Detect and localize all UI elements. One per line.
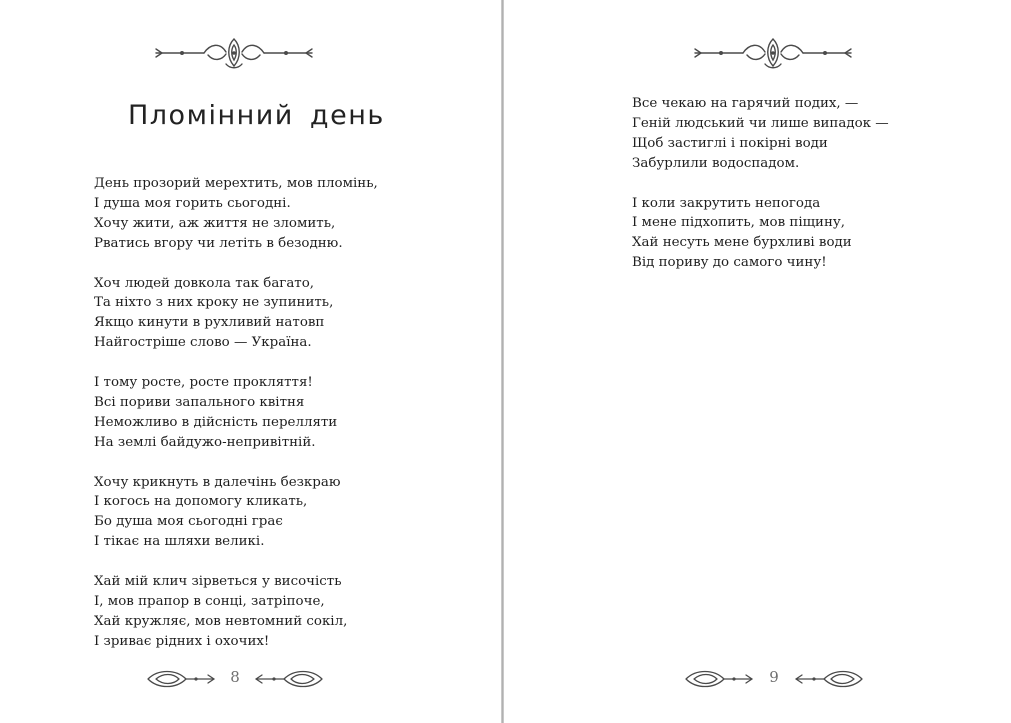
page-number: 8	[230, 668, 240, 686]
verse-line: Бо душа моя сьогодні грає	[94, 514, 283, 530]
right-page	[504, 0, 1011, 723]
verse-line: Хай кружляє, мов невтомний сокіл,	[94, 613, 348, 629]
verse-line: Хай мій клич зірветься у височість	[94, 574, 342, 590]
verse-line: Всі пориви запального квітня	[94, 394, 305, 410]
verse-line: І, мов прапор в сонці, затріпоче,	[94, 593, 325, 609]
verse-line: Все чекаю на гарячий подих, —	[632, 96, 859, 111]
arrow-flourish-icon	[684, 668, 756, 690]
flourish-ornament-icon	[691, 36, 855, 70]
verse-line: Щоб застиглі і покірні води	[632, 135, 828, 151]
verse-line: Забурлили водоспадом.	[632, 155, 800, 171]
stanza	[632, 94, 889, 174]
poem-title: Пломінний день	[128, 100, 385, 131]
poem-body-right	[632, 94, 889, 273]
verse-line: Якщо кинути в рухливий натовп	[94, 315, 325, 331]
verse-line: І когось на допомогу кликать,	[94, 494, 308, 510]
verse-line: І мене підхопить, мов піщину,	[632, 215, 846, 231]
poem-body-left	[94, 174, 378, 652]
arrow-flourish-icon	[792, 668, 864, 690]
verse-line: І душа моя горить сьогодні.	[94, 195, 291, 211]
stanza	[94, 572, 378, 652]
verse-line: Геній людський чи лише випадок —	[632, 115, 889, 131]
verse-line: Рватись вгору чи летіть в безодню.	[94, 235, 343, 251]
stanza	[94, 274, 378, 354]
stanza	[94, 373, 378, 453]
verse-line: І тікає на шляхи великі.	[94, 534, 265, 550]
verse-line: І тому росте, росте прокляття!	[94, 375, 313, 391]
verse-line: Від пориву до самого чину!	[632, 255, 827, 271]
page-number: 9	[769, 668, 779, 686]
page-footer	[684, 664, 864, 694]
verse-line: День прозорий мерехтить, мов пломінь,	[94, 176, 378, 191]
left-page	[0, 0, 501, 723]
verse-line: Хочу жити, аж життя не зломить,	[94, 215, 336, 231]
verse-line: Та ніхто з них кроку не зупинить,	[94, 295, 334, 311]
verse-line: На землі байдужо-непривітній.	[94, 434, 316, 450]
stanza	[94, 174, 378, 254]
verse-line: І зриває рідних і охочих!	[94, 633, 270, 649]
verse-line: Неможливо в дійсність перелляти	[94, 414, 338, 430]
verse-line: Хай несуть мене бурхливі води	[632, 235, 852, 251]
arrow-flourish-icon	[146, 668, 218, 690]
page-footer	[146, 664, 324, 694]
flourish-ornament-icon	[152, 36, 316, 70]
verse-line: Хочу крикнуть в далечінь безкраю	[94, 474, 341, 490]
arrow-flourish-icon	[252, 668, 324, 690]
verse-line: І коли закрутить непогода	[632, 195, 821, 211]
stanza	[632, 194, 889, 274]
verse-line: Хоч людей довкола так багато,	[94, 275, 315, 291]
stanza	[94, 473, 378, 553]
verse-line: Найгостріше слово — Україна.	[94, 335, 312, 351]
